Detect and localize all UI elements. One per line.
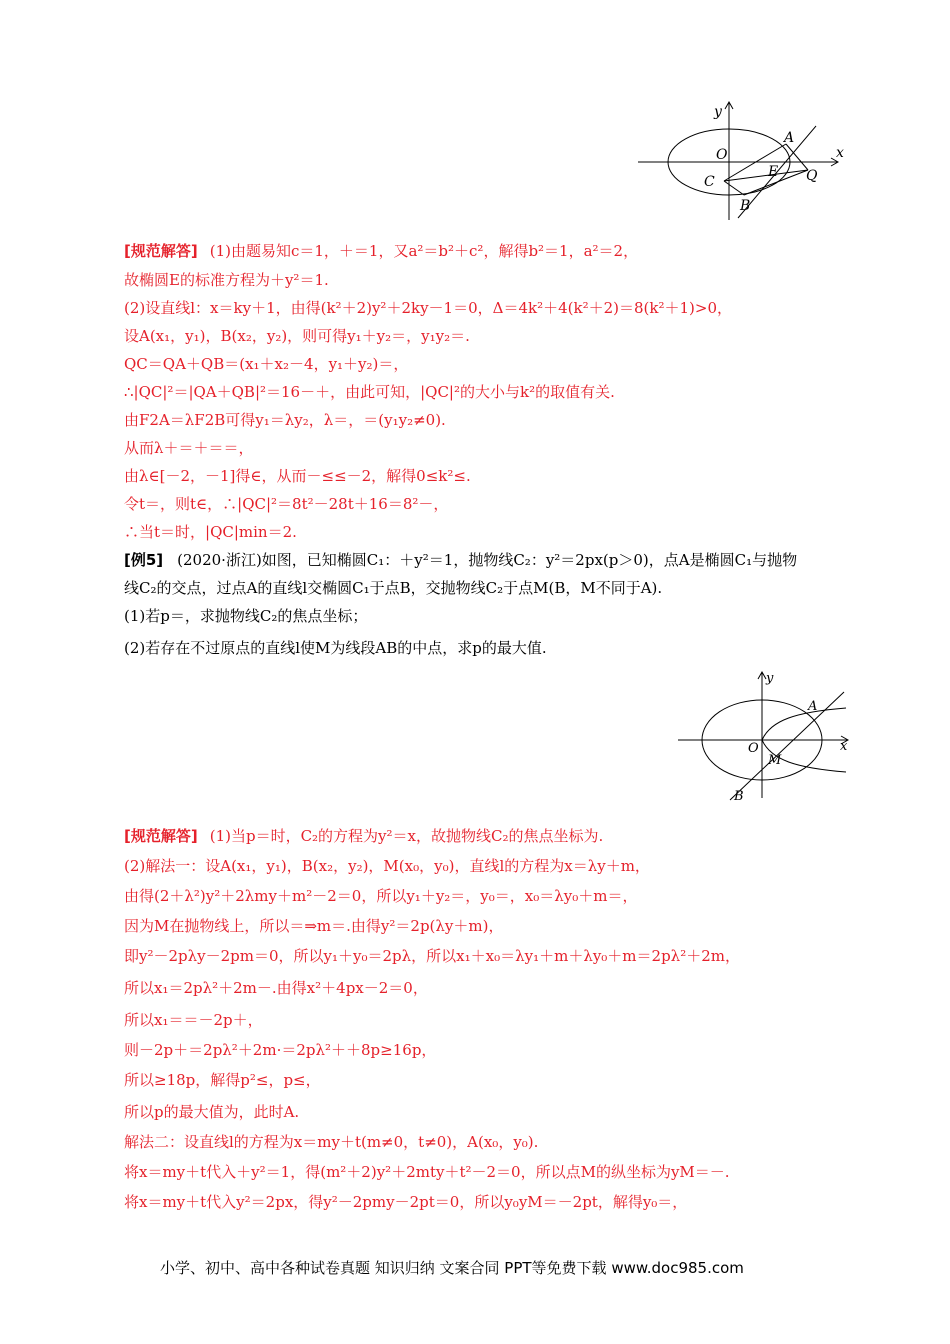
solution1-line-8: 从而λ＋＝＋＝＝， [124,439,254,457]
figure-ellipse-parabola-2 [676,668,852,804]
solution2-line-12: 将x＝my＋t代入＋y²＝1，得(m²＋2)y²＋2mty＋t²－2＝0，所以点M的纵坐标为yM＝－. [124,1163,730,1181]
solution2-line-10: 所以p的最大值为，此时A. [124,1103,300,1121]
solution1-line-6: ∴|QC|²＝|QA＋QB|²＝16－＋，由此可知，|QC|²的大小与k²的取值有关. [124,383,615,401]
label-c: C [704,174,715,190]
label-m: M [768,753,782,768]
solution2-line-9: 所以≥18p，解得p²≤，p≤， [124,1071,321,1089]
example5-line-4: (2)若存在不过原点的直线l使M为线段AB的中点，求p的最大值. [124,639,547,657]
figure-ellipse-1 [638,96,854,226]
solution1-tag: [规范解答] [124,242,198,260]
solution2-line-11: 解法二：设直线l的方程为x＝my＋t(m≠0，t≠0)，A(x₀，y₀). [124,1133,539,1151]
label-a: A [784,130,795,146]
solution2-line-5: 即y²－2pλy－2pm＝0，所以y₁＋y₀＝2pλ，所以x₁＋x₀＝λy₁＋m＋λy₀＋m＝2pλ²＋2m， [124,947,740,965]
example5-line-2: 线C₂的交点，过点A的直线l交椭圆C₁于点B，交抛物线C₂于点M(B，M不同于A). [124,579,663,597]
example5-label: [例5] [124,551,164,569]
label-x: x [836,145,844,161]
solution1-line-11: ∴当t＝时，|QC|min＝2. [124,523,297,541]
solution2-line-1: [规范解答] (1)当p＝时，C₂的方程为y²＝x，故抛物线C₂的焦点坐标为. [124,827,604,845]
solution2-line-6: 所以x₁＝2pλ²＋2m－.由得x²＋4px－2＝0， [124,979,428,997]
label-y: y [766,671,774,686]
label-x: x [840,739,848,754]
label-e: E [768,164,779,180]
solution2-line-2: (2)解法一：设A(x₁，y₁)，B(x₂，y₂)，M(x₀，y₀)，直线l的方程为x＝λy＋m， [124,857,650,875]
solution2-line-8: 则－2p＋＝2pλ²＋2m·＝2pλ²＋＋8p≥16p， [124,1041,437,1059]
footer-banner: 小学、初中、高中各种试卷真题 知识归纳 文案合同 PPT等免费下载 www.doc985.com [160,1259,744,1277]
segment-cq [724,170,808,181]
solution1-line-9: 由λ∈[－2，－1]得∈，从而－≤≤－2，解得0≤k²≤. [124,467,471,485]
label-o: O [716,147,728,163]
solution2-line-4: 因为M在抛物线上，所以＝⇒m＝.由得y²＝2p(λy＋m)， [124,917,504,935]
label-q: Q [806,168,818,184]
label-y: y [714,104,722,120]
label-o: O [748,741,759,756]
example5-line-1: [例5] (2020·浙江)如图，已知椭圆C₁：＋y²＝1，抛物线C₂：y²＝2px(p＞0)，点A是椭圆C₁与抛物 [124,551,798,569]
solution2-line-3: 由得(2＋λ²)y²＋2λmy＋m²－2＝0，所以y₁＋y₂＝，y₀＝，x₀＝λy₀＋m＝， [124,887,638,905]
solution1-line-5: QC＝QA＋QB＝(x₁＋x₂－4，y₁＋y₂)＝， [124,355,409,373]
solution2-tag: [规范解答] [124,827,198,845]
solution1-line-7: 由F2A＝λF2B可得y₁＝λy₂，λ＝，＝(y₁y₂≠0). [124,411,446,429]
label-b: B [734,789,744,804]
label-b: B [740,198,751,214]
solution2-line-7: 所以x₁＝＝－2p＋， [124,1011,263,1029]
solution1-line-2: 故椭圆E的标准方程为＋y²＝1. [124,271,329,289]
solution1-line-3: (2)设直线l：x＝ky＋1，由得(k²＋2)y²＋2ky－1＝0，Δ＝4k²＋4(k²＋2)＝8(k²＋1)>0， [124,299,733,317]
label-a: A [808,699,818,714]
solution1-line-4: 设A(x₁，y₁)，B(x₂，y₂)，则可得y₁＋y₂＝，y₁y₂＝. [124,327,470,345]
solution2-line-13: 将x＝my＋t代入y²＝2px，得y²－2pmy－2pt＝0，所以y₀yM＝－2pt，解得y₀＝， [124,1193,688,1211]
segment-cb [724,181,744,195]
solution1-line-10: 令t＝，则t∈，∴|QC|²＝8t²－28t＋16＝8²－， [124,495,449,513]
solution1-line-1: [规范解答] (1)由题易知c＝1，＋＝1，又a²＝b²＋c²，解得b²＝1，a²＝2， [124,242,639,260]
example5-line-3: (1)若p＝，求抛物线C₂的焦点坐标； [124,607,368,625]
